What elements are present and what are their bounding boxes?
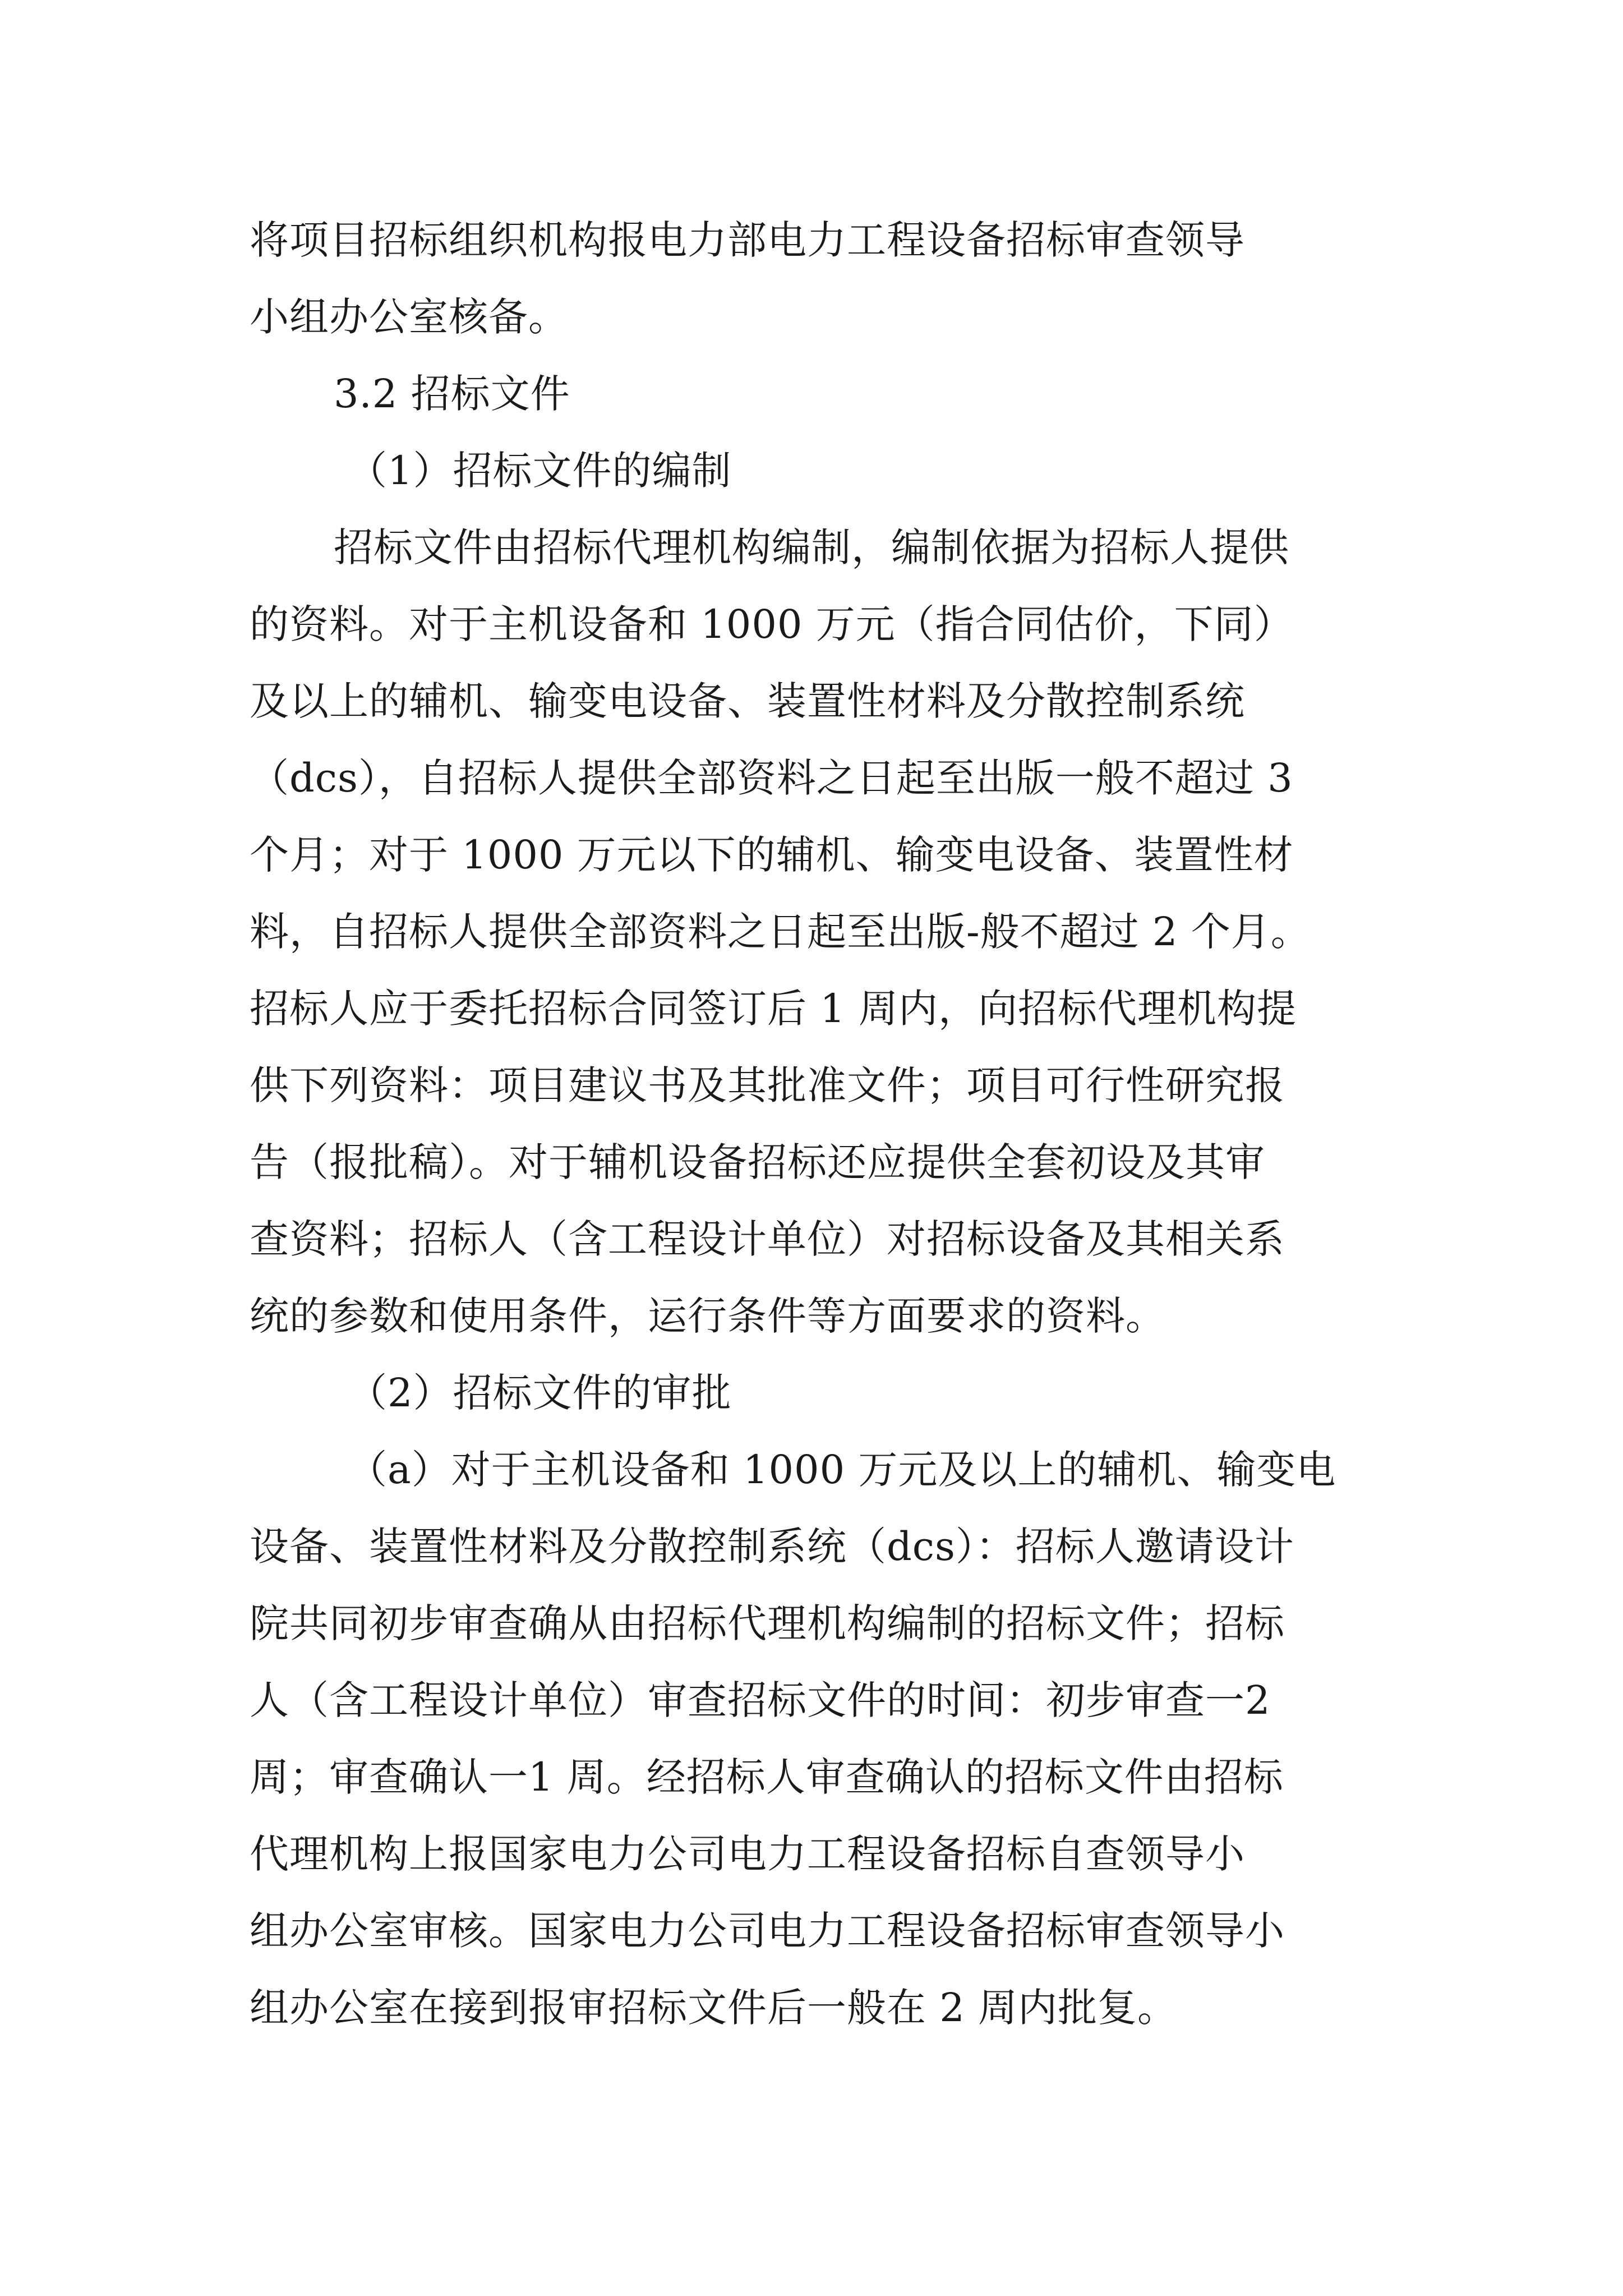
text-line: 招标人应于委托招标合同签订后 1 周内，向招标代理机构提 xyxy=(250,986,1297,1032)
paragraph-first-line: （a）对于主机设备和 1000 万元及以上的辅机、输变电 xyxy=(348,1447,1336,1493)
text-line: 统的参数和使用条件，运行条件等方面要求的资料。 xyxy=(250,1293,1165,1339)
text-line: 查资料；招标人（含工程设计单位）对招标设备及其相关系 xyxy=(250,1216,1285,1262)
text-line: 料，自招标人提供全部资料之日起至出版-般不超过 2 个月。 xyxy=(250,909,1311,955)
text-line: 组办公室在接到报审招标文件后一般在 2 周内批复。 xyxy=(250,1985,1178,2031)
text-line: 及以上的辅机、输变电设备、装置性材料及分散控制系统 xyxy=(250,678,1245,724)
text-line: 个月；对于 1000 万元以下的辅机、输变电设备、装置性材 xyxy=(250,832,1294,878)
text-line: 代理机构上报国家电力公司电力工程设备招标自查领导小 xyxy=(250,1831,1245,1877)
text-line: 人（含工程设计单位）审查招标文件的时间：初步审查一2 xyxy=(250,1677,1271,1723)
text-line: 周；审查确认一1 周。经招标人审查确认的招标文件由招标 xyxy=(250,1754,1284,1800)
subsection-heading: （2）招标文件的审批 xyxy=(348,1370,732,1416)
text-line: 设备、装置性材料及分散控制系统（dcs）：招标人邀请设计 xyxy=(250,1524,1294,1570)
text-line: 院共同初步审查确从由招标代理机构编制的招标文件；招标 xyxy=(250,1600,1285,1646)
text-line: 告（报批稿）。对于辅机设备招标还应提供全套初设及其审 xyxy=(250,1139,1265,1185)
text-line: （dcs），自招标人提供全部资料之日起至出版一般不超过 3 xyxy=(250,755,1293,801)
text-line: 将项目招标组织机构报电力部电力工程设备招标审查领导 xyxy=(250,217,1245,263)
text-line: 的资料。对于主机设备和 1000 万元（指合同估价，下同） xyxy=(250,601,1294,647)
text-line: 供下列资料：项目建议书及其批准文件；项目可行性研究报 xyxy=(250,1062,1285,1108)
text-line: 组办公室审核。国家电力公司电力工程设备招标审查领导小 xyxy=(250,1908,1285,1954)
paragraph-first-line: 招标文件由招标代理机构编制，编制依据为招标人提供 xyxy=(334,524,1289,570)
section-heading: 3.2 招标文件 xyxy=(334,371,570,417)
text-line: 小组办公室核备。 xyxy=(250,294,568,340)
document-body xyxy=(250,202,1388,2046)
subsection-heading: （1）招标文件的编制 xyxy=(348,448,732,494)
